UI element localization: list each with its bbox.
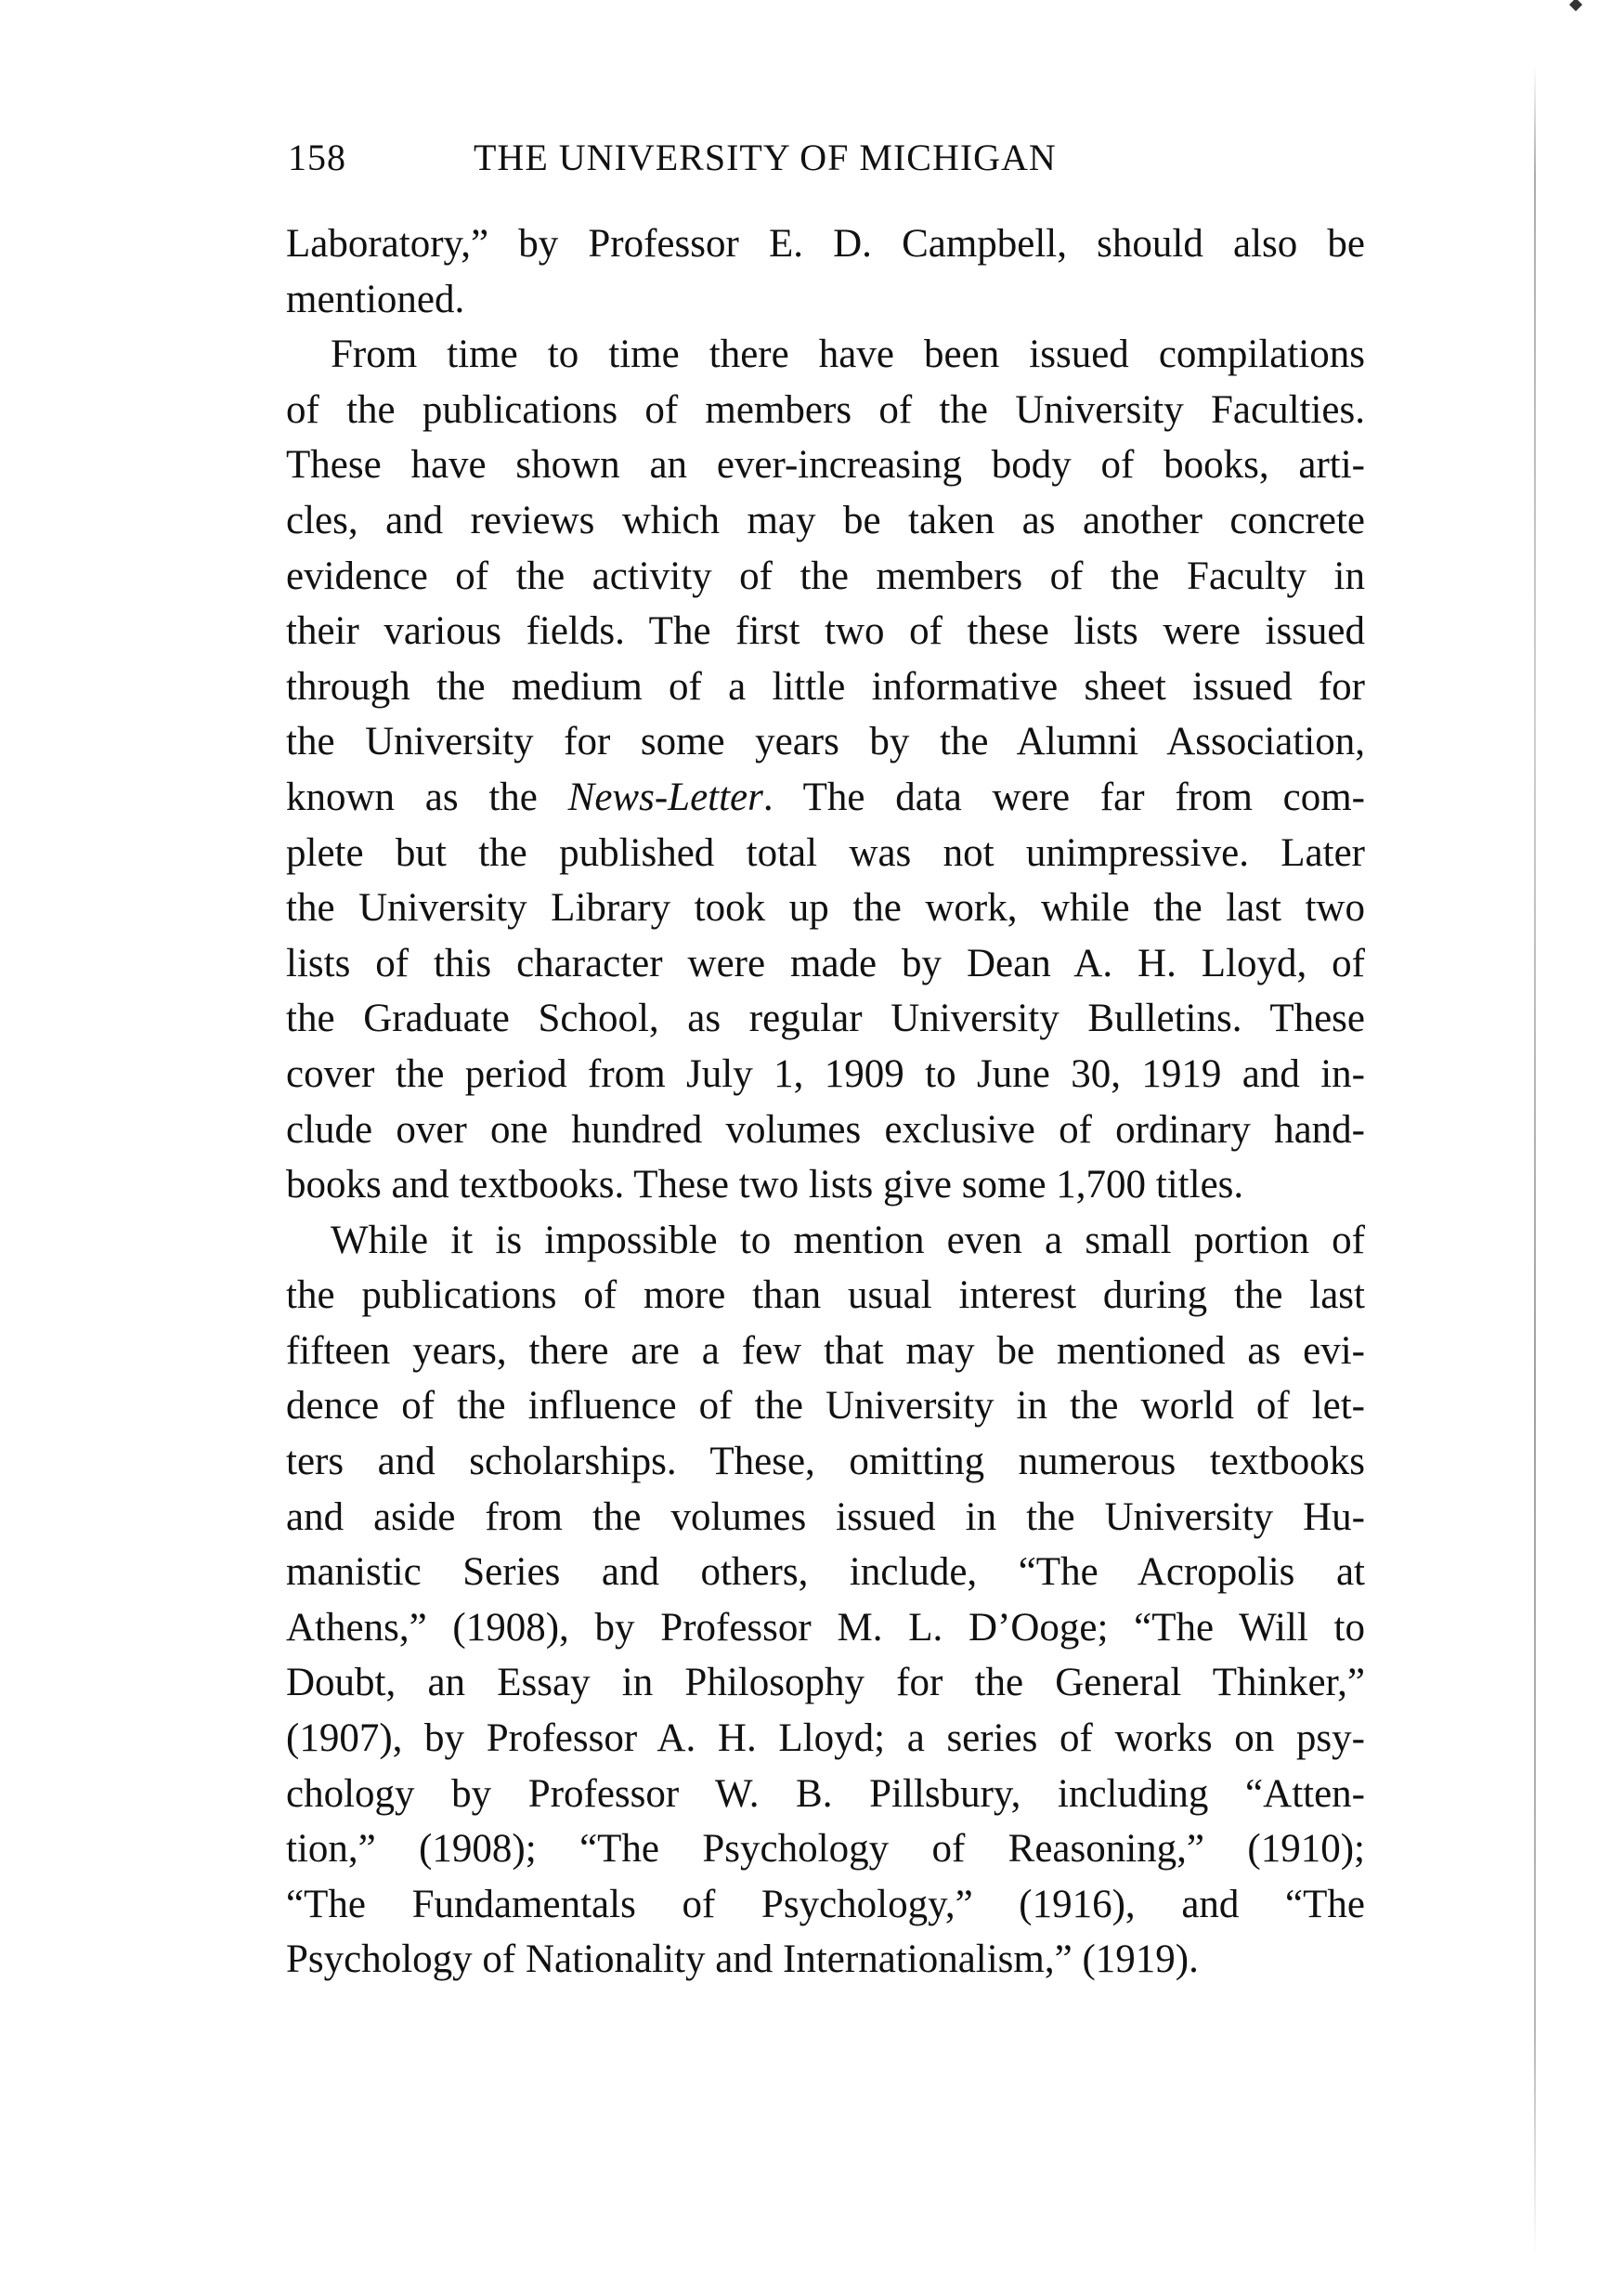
text-line: evidence of the activity of the members of the Faculty in <box>286 554 1365 598</box>
text-line: These have shown an ever-increasing body of books, arti- <box>286 443 1365 488</box>
text-line: While it is impossible to mention even a small portion of <box>331 1218 1365 1262</box>
text-line: and aside from the volumes issued in the University Hu- <box>286 1494 1365 1539</box>
running-title: THE UNIVERSITY OF MICHIGAN <box>474 137 1057 178</box>
page-edge-shadow <box>1534 65 1536 2257</box>
text-line: books and textbooks. These two lists give some 1,700 titles. <box>286 1163 1244 1207</box>
text-line: the Graduate School, as regular University Bulletins. These <box>286 997 1365 1041</box>
page-number: 158 <box>288 137 346 178</box>
text-line: lists of this character were made by Dean A. H. Lloyd, of <box>286 941 1365 985</box>
text-line: clude over one hundred volumes exclusive of ordinary hand- <box>286 1107 1365 1152</box>
text-line: plete but the published total was not unimpressive. Later <box>286 830 1365 875</box>
text-line: From time to time there have been issued compilations <box>331 333 1365 377</box>
text-line: the University for some years by the Alumni Association, <box>286 720 1365 764</box>
text-line: (1907), by Professor A. H. Lloyd; a series of works on psy- <box>286 1716 1365 1761</box>
text-line: dence of the influence of the University in the world of let- <box>286 1384 1365 1428</box>
text-line: through the medium of a little informative sheet issued for <box>286 664 1365 709</box>
text-line: Athens,” (1908), by Professor M. L. D’Ooge; “The Will to <box>286 1605 1365 1650</box>
body-text <box>286 216 1365 1988</box>
page-header <box>288 136 1374 188</box>
text-line: fifteen years, there are a few that may be mentioned as evi- <box>286 1328 1365 1373</box>
text-line: ters and scholarships. These, omitting numerous textbooks <box>286 1440 1365 1484</box>
text-line: Laboratory,” by Professor E. D. Campbell, should also be <box>286 222 1365 266</box>
text-line: chology by Professor W. B. Pillsbury, including “Atten- <box>286 1771 1365 1816</box>
scan-mark <box>1569 0 1582 11</box>
text-line: “The Fundamentals of Psychology,” (1916), and “The <box>286 1882 1365 1926</box>
text-line: their various fields. The first two of these lists were issued <box>286 609 1365 654</box>
text-line: tion,” (1908); “The Psychology of Reasoning,” (1910); <box>286 1827 1365 1872</box>
text-line: known as the News-Letter. The data were far from com- <box>286 775 1366 819</box>
text-line: manistic Series and others, include, “The Acropolis at <box>286 1550 1365 1595</box>
text-line: Psychology of Nationality and Internationalism,” (1919). <box>286 1937 1199 1982</box>
text-line: the publications of more than usual interest during the last <box>286 1273 1365 1318</box>
text-line: of the publications of members of the University Faculties. <box>286 387 1365 432</box>
text-line: cles, and reviews which may be taken as another concrete <box>286 498 1365 542</box>
text-line: the University Library took up the work, while the last two <box>286 886 1365 931</box>
periodical-title: News-Letter <box>567 775 763 819</box>
text-line: cover the period from July 1, 1909 to June 30, 1919 and in- <box>286 1051 1365 1096</box>
text-line: Doubt, an Essay in Philosophy for the General Thinker,” <box>286 1661 1365 1705</box>
text-line: mentioned. <box>286 277 465 321</box>
